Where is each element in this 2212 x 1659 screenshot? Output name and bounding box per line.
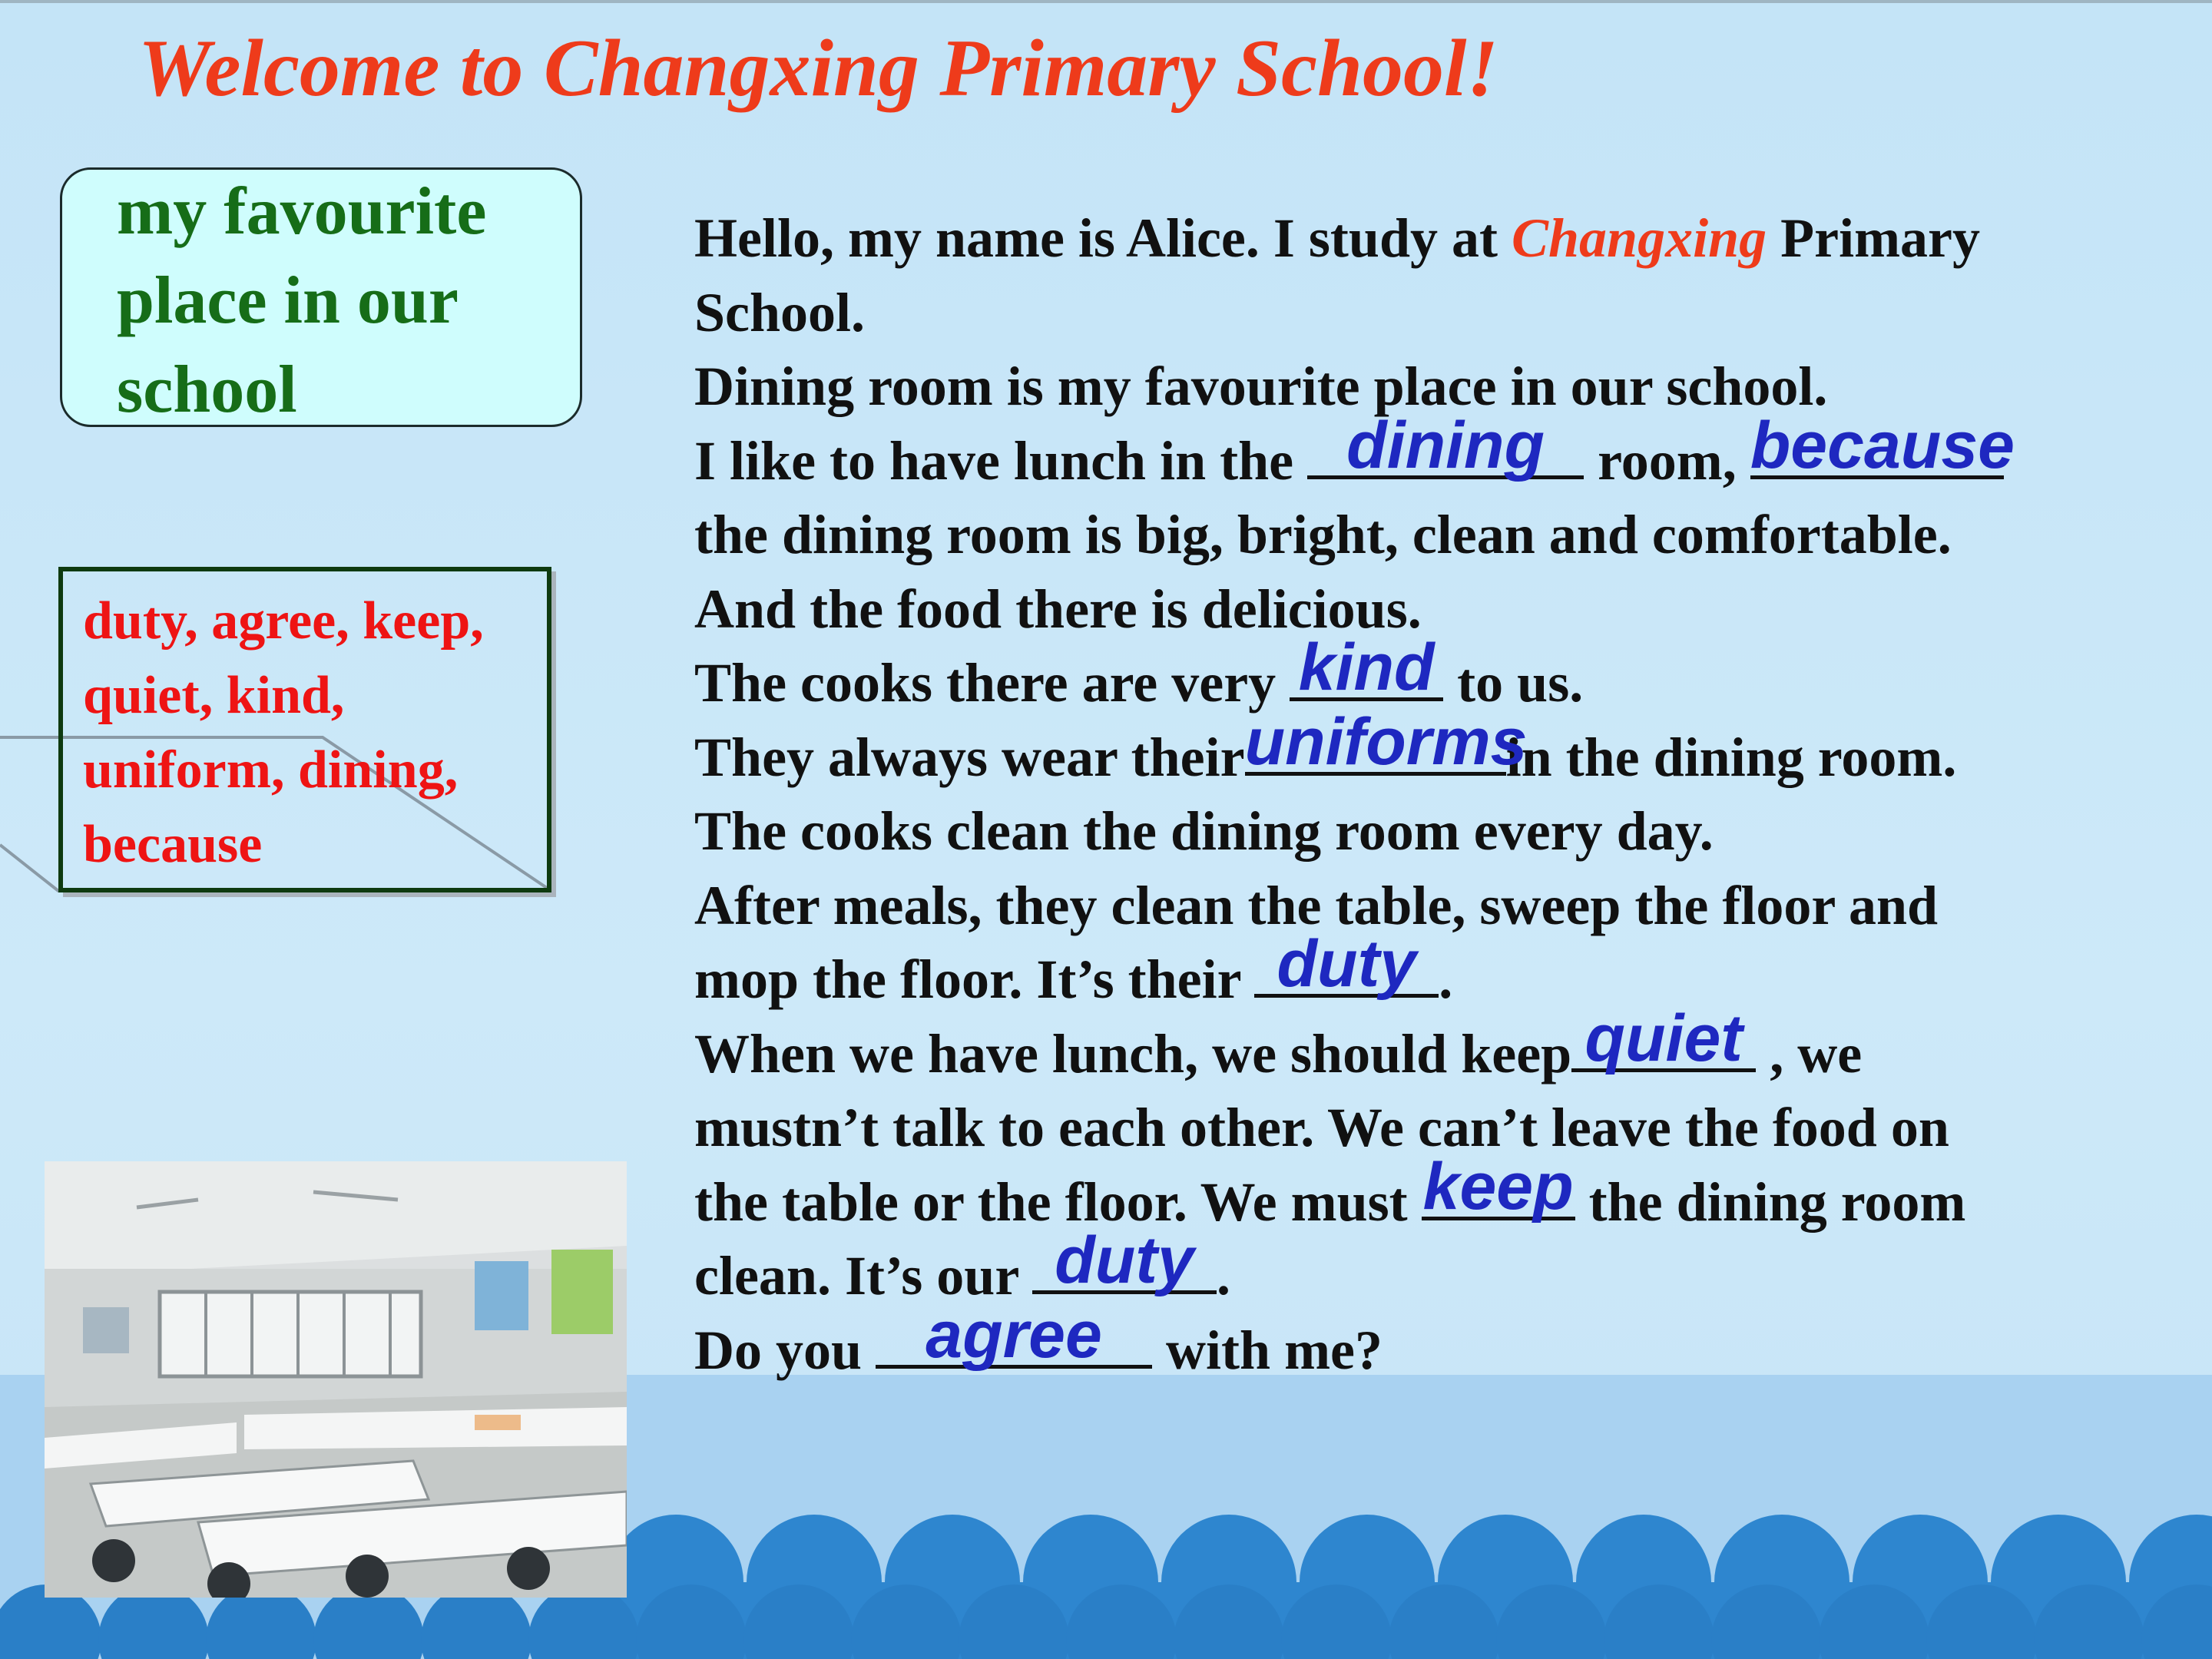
passage-line: And the food there is delicious.	[694, 578, 1422, 640]
passage-text: with me?	[1152, 1319, 1382, 1381]
word-bank-line: because	[83, 815, 263, 874]
passage-text: Hello, my name is Alice. I study at	[694, 207, 1512, 269]
answer-keep: keep	[1422, 1149, 1574, 1224]
story-passage	[694, 201, 2200, 1387]
passage-line: mustn’t talk to each other. We can’t leave the food on	[694, 1097, 1949, 1158]
passage-line: the dining room is big, bright, clean and comfortable.	[694, 504, 1952, 565]
word-bank-line: uniform, dining,	[83, 740, 459, 800]
answer-agree: agree	[926, 1297, 1102, 1372]
answer-blank[interactable]	[876, 1297, 1152, 1372]
answer-because: because	[1750, 408, 2015, 482]
answer-blank[interactable]	[1290, 631, 1443, 704]
top-border	[0, 0, 2212, 3]
passage-line: Dining room is my favourite place in our school.	[694, 356, 1828, 417]
passage-text: mop the floor. It’s their	[694, 949, 1255, 1010]
passage-line	[694, 1297, 2200, 1388]
passage-text: room,	[1584, 429, 1750, 492]
school-name: Changxing	[1511, 207, 1767, 269]
passage-text: , we	[1756, 1022, 1863, 1084]
answer-duty: duty	[1277, 927, 1417, 1001]
passage-text: in the dining room.	[1505, 726, 1957, 788]
word-bank-line: duty, agree, keep,	[83, 591, 484, 651]
passage-text: The cooks there are very	[694, 652, 1290, 714]
passage-line: After meals, they clean the table, sweep the floor and	[694, 874, 1939, 936]
topic-line: my favourite	[117, 174, 487, 249]
passage-text: to us.	[1443, 652, 1584, 714]
passage-line: The cooks clean the dining room every day.	[694, 800, 1714, 862]
answer-kind: kind	[1298, 631, 1435, 704]
passage-text: Do you	[694, 1319, 876, 1381]
answer-dining: dining	[1346, 408, 1545, 482]
passage-text: the table or the floor. We must	[694, 1171, 1422, 1233]
answer-uniforms: uniforms	[1244, 704, 1528, 779]
answer-blank[interactable]	[1422, 1149, 1575, 1224]
passage-text: They always wear their	[694, 726, 1245, 788]
word-bank-line: quiet, kind,	[83, 666, 345, 725]
passage-line	[694, 1149, 2200, 1240]
dining-room-photo	[45, 1161, 627, 1598]
answer-blank[interactable]	[1750, 408, 2015, 482]
passage-text: the dining room	[1575, 1171, 1966, 1233]
topic-line: school	[117, 353, 297, 427]
passage-text: clean. It’s our	[694, 1245, 1032, 1306]
passage-line: School.	[694, 281, 866, 343]
passage-line	[694, 408, 2200, 498]
answer-duty-2: duty	[1055, 1224, 1194, 1297]
answer-blank[interactable]	[1571, 1001, 1756, 1075]
passage-text: .	[1216, 1245, 1230, 1306]
passage-text: When we have lunch, we should keep	[694, 1022, 1572, 1084]
dining-room-photo-icon	[45, 1161, 627, 1598]
passage-line	[694, 927, 2200, 1017]
answer-blank[interactable]	[1254, 927, 1439, 1001]
passage-line	[694, 201, 2200, 276]
topic-line: place in our	[117, 263, 459, 338]
slide-title: Welcome to Changxing Primary School!	[138, 23, 1498, 113]
topic-text	[117, 167, 585, 435]
word-bank	[83, 584, 575, 882]
passage-text: .	[1439, 949, 1453, 1010]
passage-text: Primary	[1767, 207, 1980, 269]
answer-quiet: quiet	[1584, 1001, 1743, 1075]
answer-blank[interactable]	[1307, 408, 1584, 482]
passage-text: I like to have lunch in the	[694, 429, 1308, 492]
passage-line	[694, 704, 2200, 795]
passage-line	[694, 1001, 2200, 1091]
answer-blank[interactable]	[1032, 1224, 1217, 1297]
answer-blank[interactable]	[1244, 704, 1528, 779]
